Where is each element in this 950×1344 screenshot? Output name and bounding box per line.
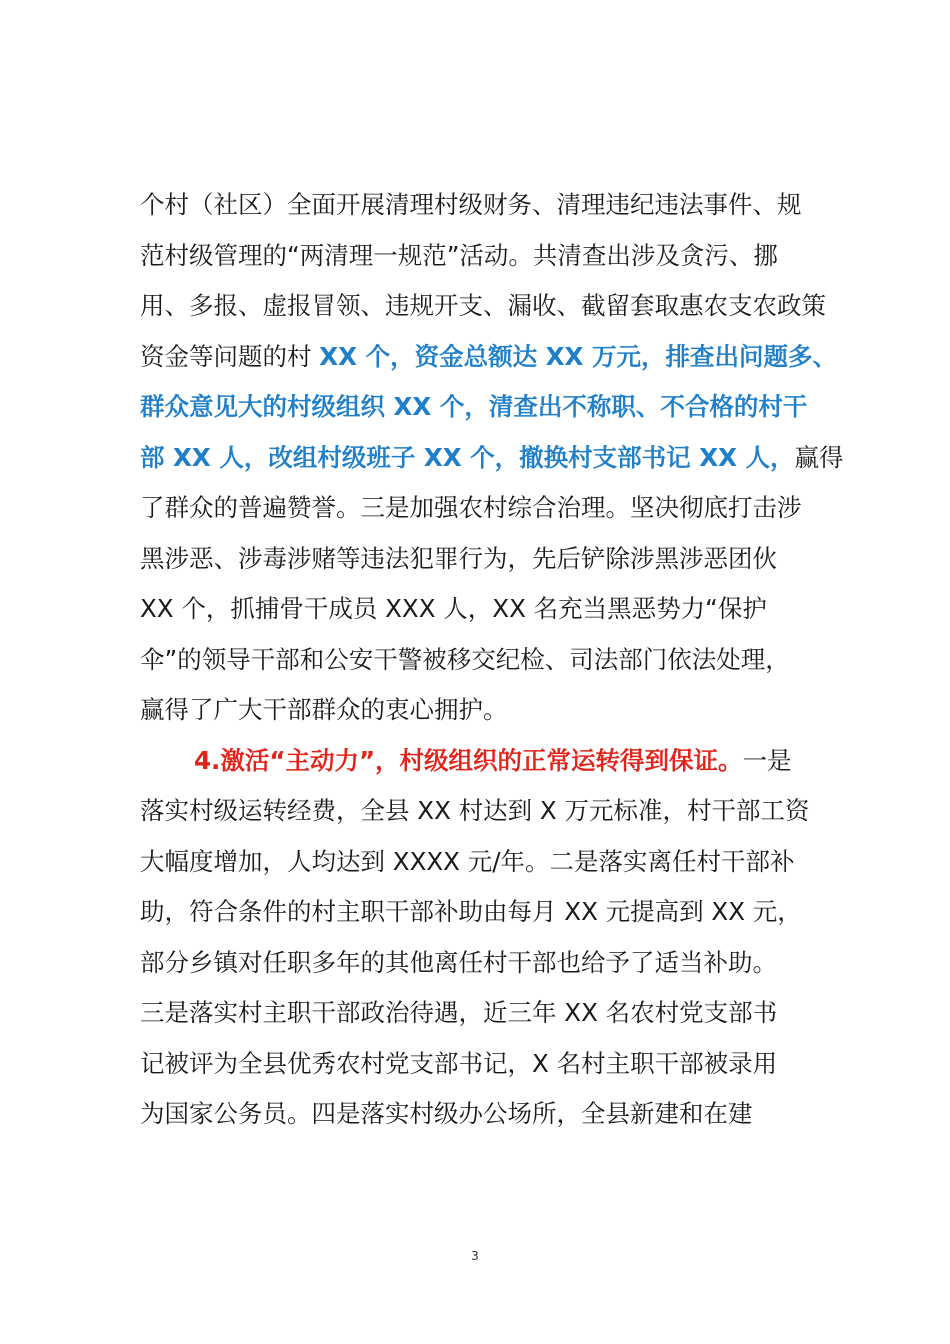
highlighted-text-segment: XX 个，资金总额达 XX 万元，排查出问题多、 — [319, 341, 837, 371]
text-segment: 为国家公务员。四是落实村级办公场所，全县新建和在建 — [140, 1099, 753, 1128]
text-line — [140, 887, 824, 938]
text-segment: 个村（社区）全面开展清理村级财务、清理违纪违法事件、规 — [140, 190, 802, 219]
page-number: 3 — [471, 1249, 479, 1263]
highlighted-text-segment: 群众意见大的村级组织 XX 个，清查出不称职、不合格的村干 — [140, 392, 808, 421]
text-line — [140, 1039, 824, 1090]
text-segment: 大幅度增加，人均达到 XXXX 元/年。二是落实离任村干部补 — [140, 846, 795, 876]
text-line — [140, 180, 824, 231]
text-line — [140, 938, 824, 989]
text-line — [140, 332, 837, 383]
text-segment: 黑涉恶、涉毒涉赌等违法犯罪行为，先后铲除涉黑涉恶团伙 — [140, 543, 777, 573]
text-line — [140, 231, 824, 282]
text-line — [140, 837, 824, 888]
text-line — [140, 281, 824, 332]
text-segment: XX 个，抓捕骨干成员 XXX 人，XX 名充当黑恶势力“保护 — [140, 594, 767, 623]
text-line — [140, 584, 824, 635]
text-line — [140, 988, 824, 1039]
text-line — [140, 685, 824, 736]
body-text — [140, 180, 844, 1140]
text-line — [140, 534, 824, 585]
text-segment: 助，符合条件的村主职干部补助由每月 XX 元提高到 XX 元， — [140, 897, 802, 926]
text-segment: 三是落实村主职干部政治待遇，近三年 XX 名农村党支部书 — [140, 998, 778, 1027]
text-segment: 范村级管理的“两清理一规范”活动。共清查出涉及贪污、挪 — [140, 240, 778, 270]
text-segment: 资金等问题的村 — [140, 341, 320, 371]
text-segment: 伞”的领导干部和公安干警被移交纪检、司法部门依法处理， — [140, 644, 790, 674]
text-line — [140, 382, 824, 433]
text-line — [140, 736, 824, 787]
highlighted-text-segment: 4.激活“主动力”，村级组织的正常运转得到保证。 — [194, 745, 743, 775]
text-segment: 记被评为全县优秀农村党支部书记，X 名村主职干部被录用 — [140, 1048, 778, 1078]
text-line — [140, 433, 844, 484]
text-segment: 部分乡镇对任职多年的其他离任村干部也给予了适当补助。 — [140, 947, 777, 977]
text-segment: 赢得了广大干部群众的衷心拥护。 — [140, 695, 508, 724]
text-segment: 落实村级运转经费，全县 XX 村达到 X 万元标准，村干部工资 — [140, 796, 810, 825]
text-line — [140, 1089, 824, 1140]
text-segment: 了群众的普遍赞誉。三是加强农村综合治理。坚决彻底打击涉 — [140, 493, 802, 522]
text-segment: 赢得 — [794, 442, 844, 472]
text-segment: 用、多报、虚报冒领、违规开支、漏收、截留套取惠农支农政策 — [140, 291, 826, 320]
text-line — [140, 483, 824, 534]
text-line — [140, 635, 824, 686]
highlighted-text-segment: 部 XX 人，改组村级班子 XX 个，撤换村支部书记 XX 人， — [140, 442, 795, 472]
text-line — [140, 786, 824, 837]
text-segment: 一是 — [742, 745, 792, 775]
